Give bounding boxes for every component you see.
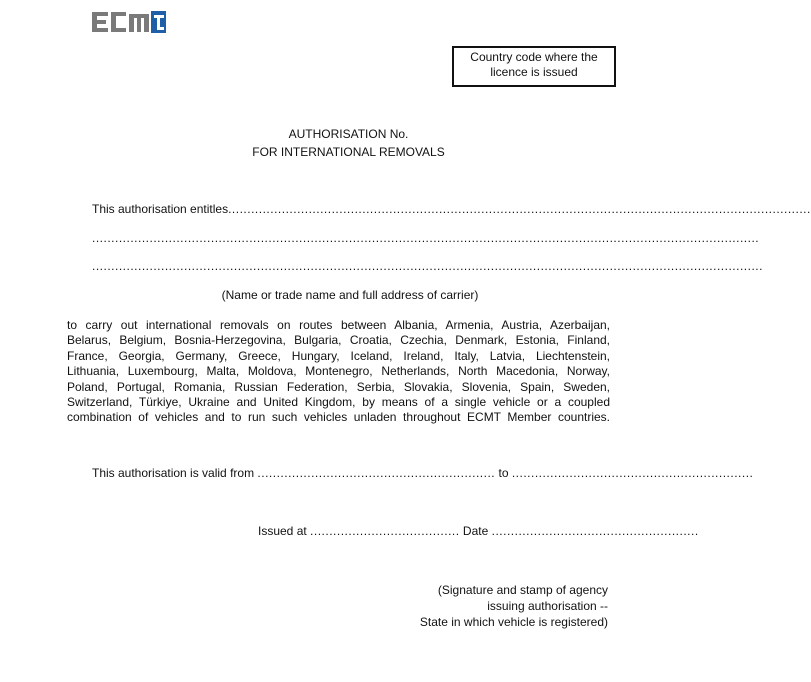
- entitles-dots: ........................................................................................................................................................: [228, 202, 811, 216]
- paragraph-line: Lithuania, Luxembourg, Malta, Moldova, Montenegro, Netherlands, North Macedonia, Norway,: [67, 364, 610, 379]
- blank-line-2: [92, 259, 763, 273]
- title-line1: AUTHORISATION No.: [288, 127, 409, 141]
- country-box-line2: licence is issued: [490, 65, 578, 79]
- paragraph-line: combination of vehicles and to run such vehicles unladen throughout ECMT Member countries.: [67, 410, 610, 425]
- validity-line: [92, 466, 754, 480]
- issued-label: Issued at: [258, 524, 307, 538]
- entitles-label: This authorisation entitles: [92, 202, 229, 216]
- validity-to-dots: ...............................................................: [511, 466, 754, 480]
- signature-line1: (Signature and stamp of agency: [437, 583, 608, 597]
- signature-line2: issuing authorisation --: [487, 599, 608, 613]
- signature-line3: State in which vehicle is registered): [419, 615, 608, 629]
- paragraph-line: Belarus, Belgium, Bosnia-Herzegovina, Bulgaria, Croatia, Czechia, Denmark, Estonia, Finland,: [67, 333, 610, 348]
- paragraph-line: Poland, Portugal, Romania, Russian Federation, Serbia, Slovakia, Slovenia, Spain, Sweden,: [67, 379, 610, 394]
- carrier-caption: (Name or trade name and full address of carrier): [221, 288, 479, 302]
- dots: ...............................................................................................................................................................................: [92, 259, 763, 273]
- paragraph-line: Switzerland, Türkiye, Ukraine and United Kingdom, by means of a single vehicle or a coupled: [67, 394, 610, 409]
- paragraph-line: France, Georgia, Germany, Greece, Hungary, Iceland, Ireland, Italy, Latvia, Liechtenstein,: [67, 348, 610, 363]
- country-code-box: [452, 46, 616, 87]
- title-line2: FOR INTERNATIONAL REMOVALS: [252, 145, 445, 159]
- country-box-line1: Country code where the: [470, 50, 598, 64]
- validity-label: This authorisation is valid from: [92, 466, 255, 480]
- entitles-line: [92, 202, 811, 216]
- date-label: Date: [462, 524, 489, 538]
- ecmt-logo: [92, 10, 167, 34]
- paragraph-line: to carry out international removals on routes between Albania, Armenia, Austria, Azerbaijan,: [67, 318, 610, 332]
- date-dots: ......................................................: [491, 524, 699, 538]
- blank-line-1: [92, 231, 760, 245]
- issued-dots: .......................................: [310, 524, 460, 538]
- issued-line: [258, 524, 699, 538]
- signature-block: [420, 582, 608, 630]
- validity-from-dots: ..............................................................: [257, 466, 496, 480]
- dots: ..............................................................................................................................................................................: [92, 231, 760, 245]
- body-paragraph: [67, 318, 610, 426]
- validity-to-label: to: [498, 466, 509, 480]
